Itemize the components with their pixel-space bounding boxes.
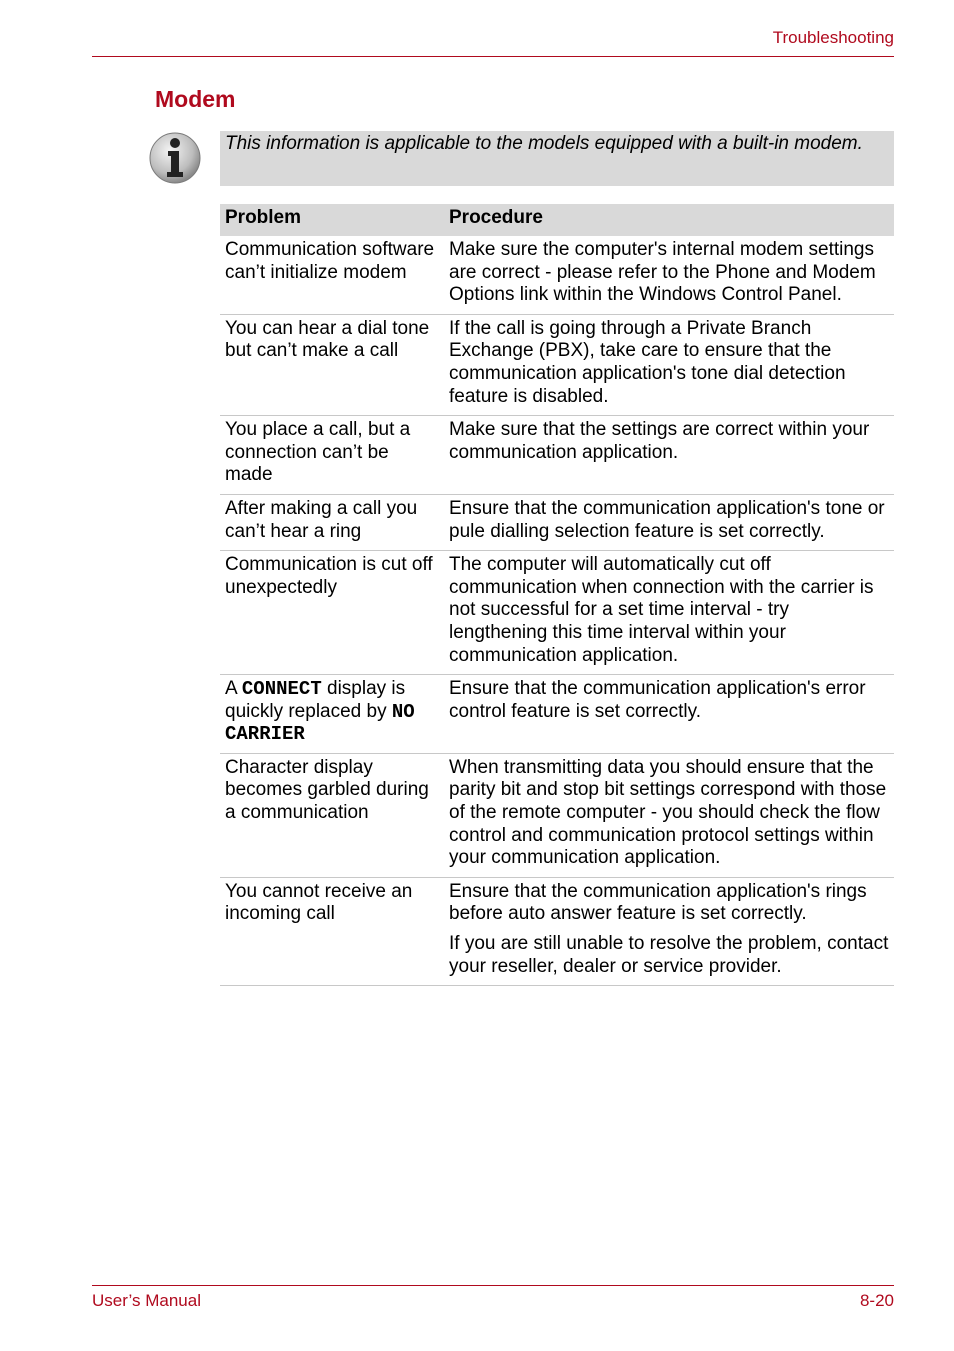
problem-cell: You cannot receive an incoming call: [220, 877, 444, 985]
troubleshooting-table: [220, 204, 894, 986]
problem-cell: You place a call, but a connection can’t be made: [220, 416, 444, 495]
no-carrier-code: NO CARRIER: [225, 700, 415, 746]
problem-text-mid: display is quickly replaced by: [225, 678, 406, 722]
problem-cell: Communication is cut off unexpectedly: [220, 551, 444, 675]
procedure-cell: Ensure that the communication application's tone or pule dialling selection feature is set correctly.: [444, 494, 894, 550]
problem-cell: After making a call you can’t hear a ring: [220, 494, 444, 550]
page-number: 8-20: [859, 1291, 894, 1310]
procedure-text: Ensure that the communication application's rings before auto answer feature is set correctly.: [449, 880, 867, 925]
footer-manual-label: User’s Manual: [92, 1291, 201, 1310]
procedure-cell: If the call is going through a Private Branch Exchange (PBX), take care to ensure that the communication application's tone dial detection feature is disabled.: [444, 314, 894, 415]
table-row: [220, 416, 894, 495]
table-row: [220, 551, 894, 675]
footer-rule: [92, 1285, 894, 1286]
problem-cell: Character display becomes garbled during a communication: [220, 753, 444, 877]
problem-cell: [220, 675, 444, 754]
procedure-extra-text: If you are still unable to resolve the problem, contact your reseller, dealer or service provider.: [449, 933, 889, 977]
table-header-row: [220, 204, 894, 236]
table-row: [220, 236, 894, 314]
problem-text-prefix: A: [225, 678, 242, 700]
table-row: [220, 753, 894, 877]
table-row: [220, 877, 894, 985]
header-rule: [92, 56, 894, 57]
note-box: This information is applicable to the models equipped with a built-in modem.: [220, 131, 894, 186]
procedure-cell: When transmitting data you should ensure that the parity bit and stop bit settings correspond with those of the remote computer - you should check the flow control and communication protocol settings within your communication application.: [444, 753, 894, 877]
problem-cell: Communication software can’t initialize modem: [220, 236, 444, 314]
column-header-problem: Problem: [220, 204, 444, 236]
procedure-cell: Make sure that the settings are correct within your communication application.: [444, 416, 894, 495]
header-title: Troubleshooting: [772, 28, 894, 47]
procedure-cell: [444, 877, 894, 985]
table-row: [220, 494, 894, 550]
procedure-cell: The computer will automatically cut off communication when connection with the carrier is not successful for a set time interval - try lengthening this time interval within your communication application.: [444, 551, 894, 675]
info-icon: [148, 131, 202, 185]
procedure-cell: Ensure that the communication application's error control feature is set correctly.: [444, 675, 894, 754]
section-title: Modem: [155, 86, 236, 112]
connect-code: CONNECT: [241, 678, 322, 701]
table-row: [220, 675, 894, 754]
table-row: [220, 314, 894, 415]
problem-cell: You can hear a dial tone but can’t make a call: [220, 314, 444, 415]
column-header-procedure: Procedure: [444, 204, 894, 236]
procedure-cell: Make sure the computer's internal modem settings are correct - please refer to the Phone and Modem Options link within the Windows Control Panel.: [444, 236, 894, 314]
